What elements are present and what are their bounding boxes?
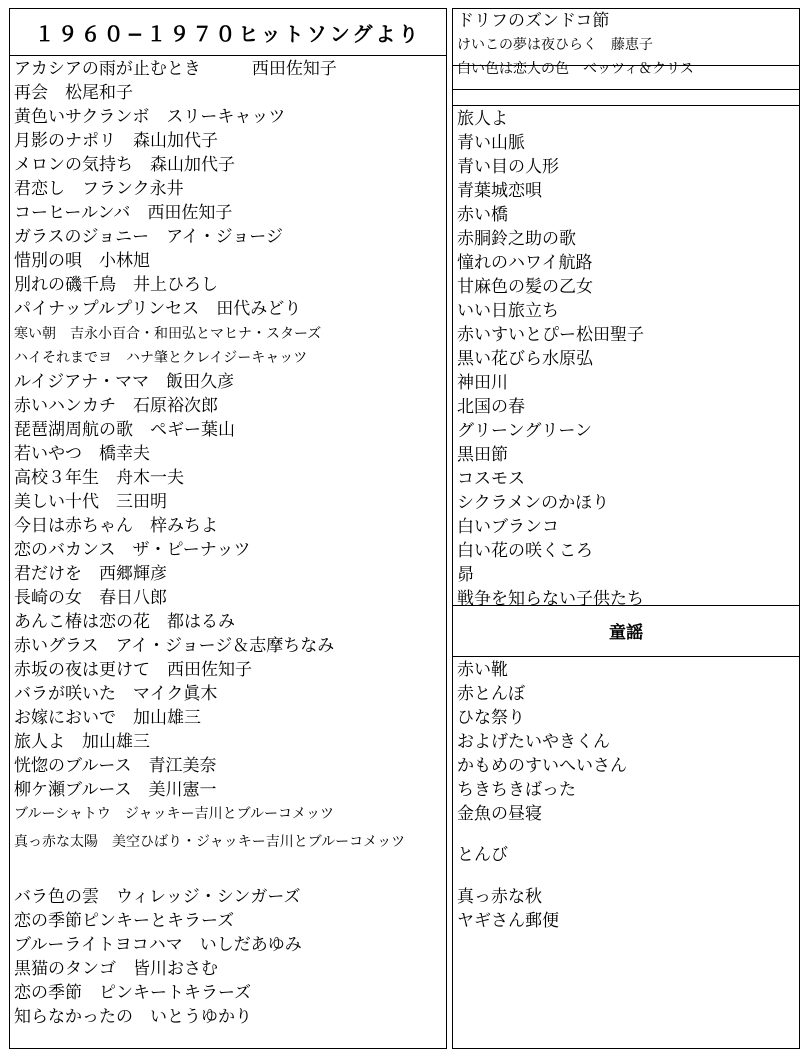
- doyo-heading: 童謡: [609, 623, 643, 643]
- left-song-item: ハイそれまでヨ ハナ肇とクレイジーキャッツ: [14, 350, 308, 366]
- song-item: 昴: [457, 565, 474, 585]
- left-song-item: 惜別の唄 小林旭: [14, 251, 150, 271]
- left-song-item: 旅人よ 加山雄三: [14, 732, 150, 752]
- song-item: 青い目の人形: [457, 157, 559, 177]
- song-item: 白い花の咲くころ: [457, 541, 593, 561]
- song-item: いい日旅立ち: [457, 301, 559, 321]
- song-item: 黒い花びら水原弘: [457, 349, 593, 369]
- left-song-item: アカシアの雨が止むとき 西田佐知子: [14, 59, 337, 79]
- doyo-item: ひな祭り: [457, 708, 525, 728]
- doyo-item: およげたいやきくん: [457, 732, 610, 752]
- left-title: １９６０−１９７０ヒットソングより: [34, 21, 422, 46]
- doyo-item: ちきちきばった: [457, 780, 576, 800]
- left-song-item: 若いやつ 橋幸夫: [14, 444, 150, 464]
- left-song-item: ブルーシャトウ ジャッキー吉川とブルーコメッツ: [14, 806, 335, 822]
- left-song-item: バラが咲いた マイク眞木: [14, 684, 218, 704]
- left-song-item: あんこ椿は恋の花 都はるみ: [14, 612, 235, 632]
- song-item: 戦争を知らない子供たち: [457, 589, 644, 609]
- song-item: 旅人よ: [457, 109, 508, 129]
- doyo-item: かもめのすいへいさん: [457, 756, 627, 776]
- left-title-box: [9, 8, 447, 56]
- left-song-item: 黒猫のタンゴ 皆川おさむ: [14, 959, 218, 979]
- right-song-list: [452, 8, 800, 1049]
- left-song-item: 月影のナポリ 森山加代子: [14, 131, 218, 151]
- left-song-item: 赤坂の夜は更けて 西田佐知子: [14, 660, 252, 680]
- left-song-item: 高校３年生 舟木一夫: [14, 468, 184, 488]
- left-song-item: 今日は赤ちゃん 梓みちよ: [14, 516, 218, 536]
- left-song-list: [9, 55, 447, 1049]
- top-song-item: ドリフのズンドコ節: [457, 11, 610, 31]
- left-song-item: 琵琶湖周航の歌 ペギー葉山: [14, 420, 235, 440]
- section-divider: [453, 89, 799, 90]
- left-song-item: 長崎の女 春日八郎: [14, 588, 167, 608]
- song-item: 青葉城恋唄: [457, 181, 542, 201]
- doyo-item: 真っ赤な秋: [457, 887, 542, 907]
- left-song-item: 君恋し フランク永井: [14, 179, 184, 199]
- song-item: 青い山脈: [457, 133, 525, 153]
- left-song-item: 知らなかったの いとうゆかり: [14, 1007, 252, 1027]
- song-item: グリーングリーン: [457, 421, 592, 441]
- left-song-item: 恋のバカンス ザ・ピーナッツ: [14, 540, 251, 560]
- section-divider: [453, 656, 799, 657]
- left-song-item: 再会 松尾和子: [14, 83, 133, 103]
- left-song-item: 真っ赤な太陽 美空ひばり・ジャッキー吉川とブルーコメッツ: [14, 834, 406, 850]
- doyo-item: 金魚の昼寝: [457, 804, 542, 824]
- left-song-item: 君だけを 西郷輝彦: [14, 564, 167, 584]
- doyo-item: とんび: [457, 845, 508, 865]
- left-song-item: 柳ケ瀬ブルース 美川憲一: [14, 780, 217, 800]
- left-song-item: 恍惚のブルース 青江美奈: [14, 756, 217, 776]
- left-song-item: 美しい十代 三田明: [14, 492, 167, 512]
- doyo-item: 赤とんぼ: [457, 684, 525, 704]
- song-item: 黒田節: [457, 445, 508, 465]
- doyo-item: 赤い靴: [457, 660, 508, 680]
- song-item: 赤い橋: [457, 205, 508, 225]
- left-song-item: 恋の季節ピンキーとキラーズ: [14, 911, 235, 931]
- left-song-item: お嫁においで 加山雄三: [14, 708, 201, 728]
- doyo-item: ヤギさん郵便: [457, 911, 559, 931]
- left-song-item: コーヒールンバ 西田佐知子: [14, 203, 233, 223]
- left-song-item: 黄色いサクランボ スリーキャッツ: [14, 107, 286, 127]
- left-song-item: 赤いグラス アイ・ジョージ＆志摩ちなみ: [14, 636, 335, 656]
- left-song-item: 恋の季節 ピンキートキラーズ: [14, 983, 252, 1003]
- top-song-item: 白い色は恋人の色 ベッツィ＆クリス: [457, 61, 694, 77]
- left-song-item: 赤いハンカチ 石原裕次郎: [14, 396, 218, 416]
- left-song-item: 別れの磯千鳥 井上ひろし: [14, 275, 218, 295]
- song-item: 神田川: [457, 373, 508, 393]
- song-item: シクラメンのかほり: [457, 493, 610, 513]
- left-song-item: パイナップルプリンセス 田代みどり: [14, 299, 302, 319]
- section-divider: [453, 65, 799, 66]
- song-item: 北国の春: [457, 397, 525, 417]
- left-song-item: ガラスのジョニー アイ・ジョージ: [14, 227, 283, 247]
- left-song-item: 寒い朝 吉永小百合・和田弘とマヒナ・スターズ: [14, 326, 322, 342]
- left-song-item: バラ色の雲 ウィレッジ・シンガーズ: [14, 887, 301, 907]
- song-item: コスモス: [457, 469, 525, 489]
- section-divider: [453, 105, 799, 106]
- song-item: 赤いすいとぴー松田聖子: [457, 325, 644, 345]
- left-song-item: メロンの気持ち 森山加代子: [14, 155, 235, 175]
- left-song-item: ルイジアナ・ママ 飯田久彦: [14, 372, 235, 392]
- song-item: 白いブランコ: [457, 517, 559, 537]
- top-song-item: けいこの夢は夜ひらく 藤恵子: [457, 37, 653, 53]
- song-item: 憧れのハワイ航路: [457, 253, 593, 273]
- left-song-item: ブルーライトヨコハマ いしだあゆみ: [14, 935, 302, 955]
- song-item: 甘麻色の髪の乙女: [457, 277, 593, 297]
- song-item: 赤胴鈴之助の歌: [457, 229, 576, 249]
